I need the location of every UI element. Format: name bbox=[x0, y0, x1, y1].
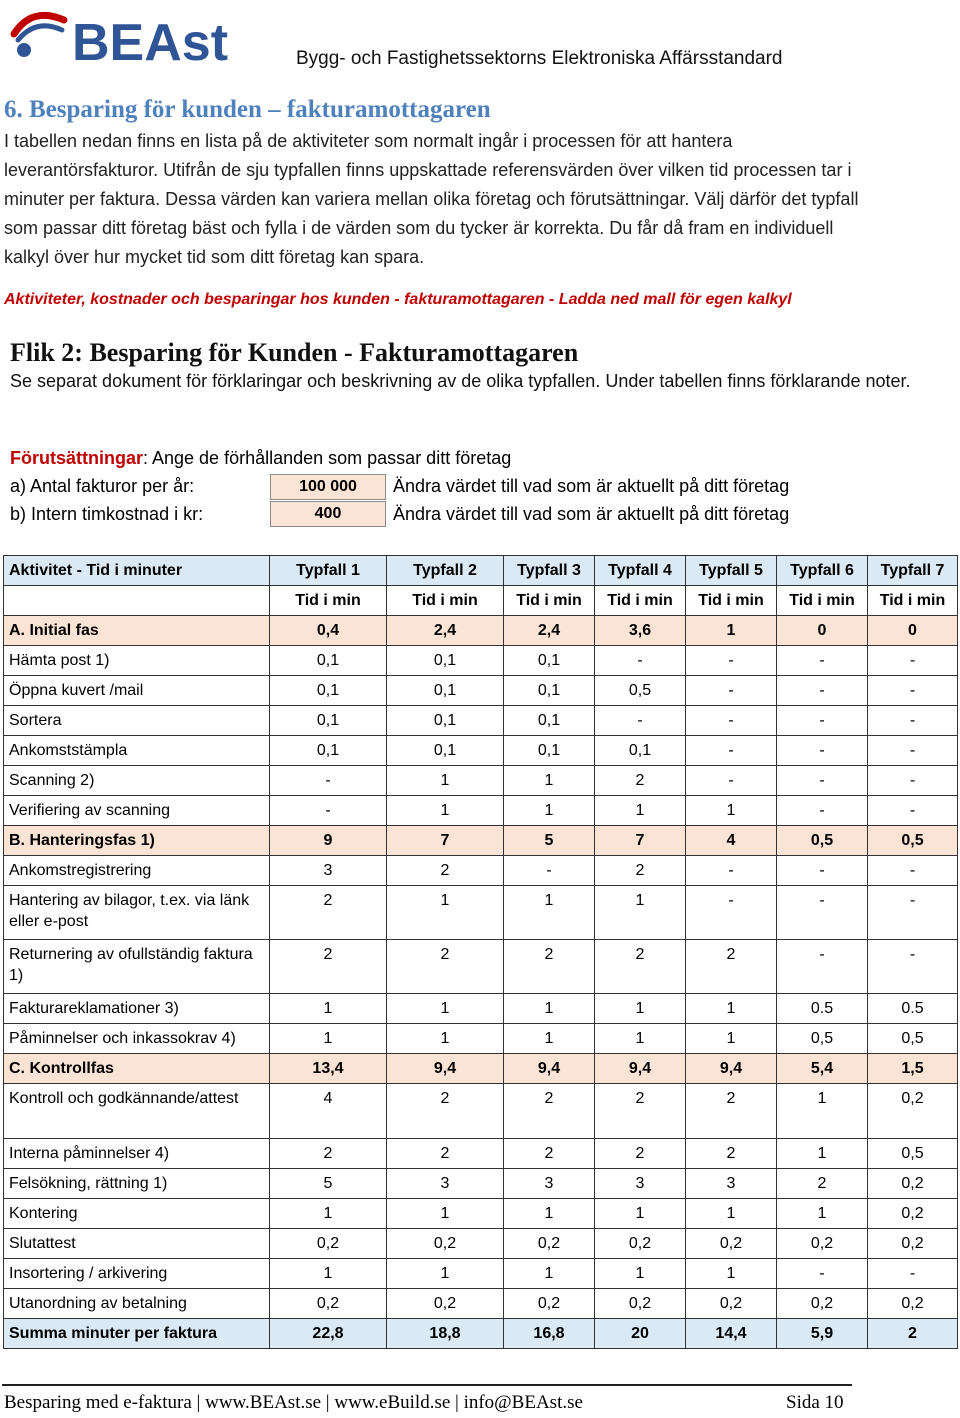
value-cell: 0,5 bbox=[777, 826, 868, 856]
value-cell: - bbox=[868, 706, 958, 736]
value-cell: 0,5 bbox=[777, 1024, 868, 1054]
table-row bbox=[4, 736, 958, 766]
value-cell: 1 bbox=[270, 1259, 387, 1289]
value-cell: 0,2 bbox=[595, 1289, 686, 1319]
sum-row bbox=[4, 1319, 958, 1349]
value-cell: 0,1 bbox=[595, 736, 686, 766]
table-row bbox=[4, 1169, 958, 1199]
flik-description: Se separat dokument för förklaringar och beskrivning av de olika typfallen. Under tabellen finns förklarande noter. bbox=[10, 371, 911, 391]
table-row bbox=[4, 676, 958, 706]
value-cell: 3 bbox=[504, 1169, 595, 1199]
value-cell: 4 bbox=[686, 826, 777, 856]
value-cell: 18,8 bbox=[387, 1319, 504, 1349]
section-heading: 6. Besparing för kunden – fakturamottagaren bbox=[4, 96, 491, 123]
value-cell: 1 bbox=[686, 1259, 777, 1289]
value-cell: Typfall 4 bbox=[595, 556, 686, 586]
value-cell: 5,4 bbox=[777, 1054, 868, 1084]
value-cell: 1 bbox=[387, 1024, 504, 1054]
value-cell: 0,2 bbox=[868, 1289, 958, 1319]
param-label-invoices: a) Antal fakturor per år: bbox=[10, 476, 195, 496]
activity-cell: Slutattest bbox=[4, 1229, 270, 1259]
phase-row bbox=[4, 1054, 958, 1084]
activity-time-table bbox=[3, 555, 958, 1349]
value-cell: 1 bbox=[504, 796, 595, 826]
value-cell: 2 bbox=[387, 856, 504, 886]
value-cell: 2 bbox=[686, 1139, 777, 1169]
activity-cell: Fakturareklamationer 3) bbox=[4, 994, 270, 1024]
value-cell: - bbox=[868, 856, 958, 886]
value-cell: 1 bbox=[387, 886, 504, 940]
value-cell: 0,2 bbox=[868, 1084, 958, 1139]
value-cell: Typfall 1 bbox=[270, 556, 387, 586]
beast-logo bbox=[8, 4, 248, 66]
table-row bbox=[4, 856, 958, 886]
activity-cell: Hantering av bilagor, t.ex. via länk eller e-post bbox=[4, 886, 270, 940]
value-cell: Typfall 7 bbox=[868, 556, 958, 586]
value-cell: 2 bbox=[504, 940, 595, 994]
value-cell: 4 bbox=[270, 1084, 387, 1139]
value-cell: - bbox=[777, 1259, 868, 1289]
table-row bbox=[4, 940, 958, 994]
value-cell: 0,1 bbox=[270, 676, 387, 706]
value-cell: - bbox=[777, 856, 868, 886]
table-row bbox=[4, 796, 958, 826]
value-cell: 2 bbox=[270, 1139, 387, 1169]
value-cell: 0,1 bbox=[270, 706, 387, 736]
value-cell: 0 bbox=[868, 616, 958, 646]
value-cell: - bbox=[777, 646, 868, 676]
value-cell: 2 bbox=[686, 1084, 777, 1139]
value-cell: 0,2 bbox=[270, 1229, 387, 1259]
activity-cell: Verifiering av scanning bbox=[4, 796, 270, 826]
value-cell: Tid i min bbox=[504, 586, 595, 616]
value-cell: Typfall 5 bbox=[686, 556, 777, 586]
activity-cell: B. Hanteringsfas 1) bbox=[4, 826, 270, 856]
value-cell: 3 bbox=[270, 856, 387, 886]
value-cell: 1 bbox=[387, 1259, 504, 1289]
value-cell: 1 bbox=[595, 1024, 686, 1054]
value-cell: 9,4 bbox=[595, 1054, 686, 1084]
param-note-hourly-cost: Ändra värdet till vad som är aktuellt på ditt företag bbox=[393, 504, 790, 524]
value-cell: 1 bbox=[595, 1259, 686, 1289]
value-cell: - bbox=[270, 796, 387, 826]
value-cell: 1 bbox=[270, 1199, 387, 1229]
param-note-invoices: Ändra värdet till vad som är aktuellt på ditt företag bbox=[393, 476, 790, 496]
value-cell: 2 bbox=[270, 886, 387, 940]
activity-cell: Interna påminnelser 4) bbox=[4, 1139, 270, 1169]
value-cell: - bbox=[686, 676, 777, 706]
value-cell: 0,1 bbox=[387, 736, 504, 766]
activity-cell: Felsökning, rättning 1) bbox=[4, 1169, 270, 1199]
logo-mark-icon bbox=[14, 15, 64, 57]
value-cell: 0,4 bbox=[270, 616, 387, 646]
value-cell: 1 bbox=[387, 1199, 504, 1229]
intro-paragraph: I tabellen nedan finns en lista på de aktiviteter som normalt ingår i processen för att hantera leverantörsfakturor. Utifrån de sju typfallen finns uppskattade referensvärden över vilken tid processen tar i minuter per faktura. Dessa värden kan variera mellan olika företag och förutsättningar. Välj därför det typfall som passar ditt företag bäst och fylla i de värden som du tycker är korrekta. Du får då fram en individuell kalkyl över hur mycket tid som ditt företag kan spara. bbox=[4, 131, 859, 267]
value-cell: - bbox=[777, 766, 868, 796]
value-cell: - bbox=[504, 856, 595, 886]
value-cell: Tid i min bbox=[777, 586, 868, 616]
value-cell: 1 bbox=[387, 766, 504, 796]
value-cell: 0,5 bbox=[868, 826, 958, 856]
value-cell: - bbox=[868, 736, 958, 766]
activity-cell: A. Initial fas bbox=[4, 616, 270, 646]
activity-cell: Insortering / arkivering bbox=[4, 1259, 270, 1289]
table-row bbox=[4, 994, 958, 1024]
table-row bbox=[4, 1024, 958, 1054]
value-cell: 0,2 bbox=[387, 1289, 504, 1319]
prerequisites-label: Förutsättningar bbox=[10, 448, 143, 468]
value-cell: Tid i min bbox=[686, 586, 777, 616]
activity-cell: Öppna kuvert /mail bbox=[4, 676, 270, 706]
value-cell: Typfall 6 bbox=[777, 556, 868, 586]
value-cell: 9 bbox=[270, 826, 387, 856]
value-cell: 14,4 bbox=[686, 1319, 777, 1349]
value-cell: 3 bbox=[595, 1169, 686, 1199]
value-cell: 2 bbox=[595, 766, 686, 796]
hourly-cost-input[interactable]: 400 bbox=[270, 501, 386, 527]
activity-cell: Summa minuter per faktura bbox=[4, 1319, 270, 1349]
value-cell: 9,4 bbox=[686, 1054, 777, 1084]
activity-cell: Returnering av ofullständig faktura 1) bbox=[4, 940, 270, 994]
value-cell: 2 bbox=[777, 1169, 868, 1199]
value-cell: - bbox=[868, 766, 958, 796]
table-header-row bbox=[4, 556, 958, 586]
value-cell: 3,6 bbox=[595, 616, 686, 646]
value-cell: 3 bbox=[686, 1169, 777, 1199]
value-cell: - bbox=[270, 766, 387, 796]
value-cell: 1 bbox=[504, 994, 595, 1024]
value-cell: 2 bbox=[595, 856, 686, 886]
activity-cell: Påminnelser och inkassokrav 4) bbox=[4, 1024, 270, 1054]
value-cell: - bbox=[686, 766, 777, 796]
value-cell: - bbox=[595, 646, 686, 676]
value-cell: 0,2 bbox=[777, 1229, 868, 1259]
value-cell: 7 bbox=[387, 826, 504, 856]
activity-cell: Ankomststämpla bbox=[4, 736, 270, 766]
value-cell: - bbox=[777, 706, 868, 736]
value-cell: 0,2 bbox=[504, 1289, 595, 1319]
value-cell: 20 bbox=[595, 1319, 686, 1349]
value-cell: 1 bbox=[504, 766, 595, 796]
value-cell: 0.5 bbox=[777, 994, 868, 1024]
value-cell: 0,1 bbox=[270, 736, 387, 766]
value-cell: 2 bbox=[504, 1139, 595, 1169]
value-cell: Tid i min bbox=[868, 586, 958, 616]
value-cell: - bbox=[777, 886, 868, 940]
value-cell: 2,4 bbox=[504, 616, 595, 646]
value-cell: 22,8 bbox=[270, 1319, 387, 1349]
value-cell: 2 bbox=[686, 940, 777, 994]
value-cell: 1 bbox=[686, 994, 777, 1024]
phase-row bbox=[4, 826, 958, 856]
value-cell: 0.5 bbox=[868, 994, 958, 1024]
value-cell: 2 bbox=[387, 1139, 504, 1169]
table-row bbox=[4, 1229, 958, 1259]
value-cell: 2 bbox=[387, 940, 504, 994]
value-cell: - bbox=[686, 856, 777, 886]
header-tagline: Bygg- och Fastighetssektorns Elektroniska Affärsstandard bbox=[296, 48, 783, 69]
value-cell: 7 bbox=[595, 826, 686, 856]
flik-title: Flik 2: Besparing för Kunden - Fakturamottagaren bbox=[10, 338, 579, 367]
value-cell: 2 bbox=[595, 940, 686, 994]
value-cell: 1 bbox=[504, 1199, 595, 1229]
value-cell: 1 bbox=[686, 796, 777, 826]
value-cell: 1,5 bbox=[868, 1054, 958, 1084]
activity-cell: Kontroll och godkännande/attest bbox=[4, 1084, 270, 1139]
value-cell: - bbox=[868, 1259, 958, 1289]
value-cell: 9,4 bbox=[387, 1054, 504, 1084]
value-cell: 1 bbox=[270, 1024, 387, 1054]
prerequisites-text: : Ange de förhållanden som passar ditt företag bbox=[143, 448, 512, 468]
value-cell: 0,5 bbox=[595, 676, 686, 706]
value-cell: 5 bbox=[270, 1169, 387, 1199]
table-row bbox=[4, 1139, 958, 1169]
value-cell: 1 bbox=[387, 796, 504, 826]
value-cell: 1 bbox=[595, 1199, 686, 1229]
value-cell: - bbox=[777, 736, 868, 766]
value-cell: 2,4 bbox=[387, 616, 504, 646]
value-cell: 1 bbox=[504, 886, 595, 940]
value-cell: 0,1 bbox=[504, 676, 595, 706]
value-cell: 1 bbox=[777, 1199, 868, 1229]
value-cell: 0,5 bbox=[868, 1139, 958, 1169]
value-cell: 0,2 bbox=[868, 1169, 958, 1199]
value-cell: 1 bbox=[686, 1199, 777, 1229]
value-cell: 1 bbox=[777, 1139, 868, 1169]
value-cell: - bbox=[595, 706, 686, 736]
logo-text: BEAst bbox=[72, 14, 229, 66]
table-subheader-row bbox=[4, 586, 958, 616]
value-cell: - bbox=[686, 886, 777, 940]
activity-cell bbox=[4, 586, 270, 616]
value-cell: 1 bbox=[595, 994, 686, 1024]
value-cell: 0,2 bbox=[686, 1229, 777, 1259]
footer-divider bbox=[2, 1384, 852, 1386]
value-cell: 1 bbox=[595, 886, 686, 940]
value-cell: 13,4 bbox=[270, 1054, 387, 1084]
value-cell: 1 bbox=[270, 994, 387, 1024]
activity-cell: Utanordning av betalning bbox=[4, 1289, 270, 1319]
value-cell: 2 bbox=[868, 1319, 958, 1349]
activity-cell: Kontering bbox=[4, 1199, 270, 1229]
value-cell: 0,2 bbox=[686, 1289, 777, 1319]
value-cell: - bbox=[868, 940, 958, 994]
value-cell: 0,1 bbox=[504, 706, 595, 736]
activity-cell: Sortera bbox=[4, 706, 270, 736]
table-row bbox=[4, 1289, 958, 1319]
value-cell: 1 bbox=[504, 1259, 595, 1289]
value-cell: Typfall 3 bbox=[504, 556, 595, 586]
value-cell: - bbox=[777, 940, 868, 994]
value-cell: 2 bbox=[270, 940, 387, 994]
value-cell: 1 bbox=[777, 1084, 868, 1139]
value-cell: 0,2 bbox=[868, 1229, 958, 1259]
prerequisites-line bbox=[10, 448, 511, 469]
param-label-hourly-cost: b) Intern timkostnad i kr: bbox=[10, 504, 204, 524]
value-cell: - bbox=[777, 796, 868, 826]
activity-cell: Aktivitet - Tid i minuter bbox=[4, 556, 270, 586]
value-cell: 1 bbox=[686, 1024, 777, 1054]
value-cell: 9,4 bbox=[504, 1054, 595, 1084]
value-cell: 0 bbox=[777, 616, 868, 646]
activity-cell: Hämta post 1) bbox=[4, 646, 270, 676]
value-cell: 0,1 bbox=[387, 676, 504, 706]
value-cell: 1 bbox=[686, 616, 777, 646]
table-row bbox=[4, 1199, 958, 1229]
value-cell: - bbox=[868, 646, 958, 676]
table-row bbox=[4, 706, 958, 736]
value-cell: 0,1 bbox=[504, 646, 595, 676]
value-cell: 2 bbox=[595, 1139, 686, 1169]
value-cell: 0,2 bbox=[777, 1289, 868, 1319]
value-cell: 1 bbox=[504, 1024, 595, 1054]
value-cell: Typfall 2 bbox=[387, 556, 504, 586]
value-cell: 0,5 bbox=[868, 1024, 958, 1054]
table-row bbox=[4, 886, 958, 940]
value-cell: 0,2 bbox=[270, 1289, 387, 1319]
phase-row bbox=[4, 616, 958, 646]
value-cell: 2 bbox=[595, 1084, 686, 1139]
value-cell: - bbox=[868, 886, 958, 940]
value-cell: - bbox=[686, 706, 777, 736]
value-cell: 0,2 bbox=[868, 1199, 958, 1229]
value-cell: - bbox=[686, 646, 777, 676]
footer-text: Besparing med e-faktura | www.BEAst.se | www.eBuild.se | info@BEAst.se bbox=[4, 1392, 583, 1413]
value-cell: 2 bbox=[504, 1084, 595, 1139]
value-cell: - bbox=[686, 736, 777, 766]
table-row bbox=[4, 766, 958, 796]
value-cell: Tid i min bbox=[595, 586, 686, 616]
activity-cell: C. Kontrollfas bbox=[4, 1054, 270, 1084]
value-cell: 0,2 bbox=[504, 1229, 595, 1259]
value-cell: Tid i min bbox=[387, 586, 504, 616]
value-cell: - bbox=[868, 796, 958, 826]
value-cell: 0,1 bbox=[387, 646, 504, 676]
value-cell: - bbox=[868, 676, 958, 706]
value-cell: 2 bbox=[387, 1084, 504, 1139]
download-template-link[interactable]: Aktiviteter, kostnader och besparingar hos kunden - fakturamottagaren - Ladda ned mall för egen kalkyl bbox=[4, 291, 792, 308]
table-row bbox=[4, 1084, 958, 1139]
value-cell: 0,1 bbox=[387, 706, 504, 736]
activity-cell: Scanning 2) bbox=[4, 766, 270, 796]
value-cell: 16,8 bbox=[504, 1319, 595, 1349]
value-cell: - bbox=[777, 676, 868, 706]
value-cell: 5 bbox=[504, 826, 595, 856]
value-cell: 1 bbox=[387, 994, 504, 1024]
activity-cell: Ankomstregistrering bbox=[4, 856, 270, 886]
value-cell: 0,2 bbox=[387, 1229, 504, 1259]
page-number: Sida 10 bbox=[786, 1392, 844, 1413]
value-cell: Tid i min bbox=[270, 586, 387, 616]
value-cell: 1 bbox=[595, 796, 686, 826]
value-cell: 0,1 bbox=[504, 736, 595, 766]
value-cell: 3 bbox=[387, 1169, 504, 1199]
value-cell: 5,9 bbox=[777, 1319, 868, 1349]
value-cell: 0,1 bbox=[270, 646, 387, 676]
table-row bbox=[4, 646, 958, 676]
value-cell: 0,2 bbox=[595, 1229, 686, 1259]
table-row bbox=[4, 1259, 958, 1289]
invoices-per-year-input[interactable]: 100 000 bbox=[270, 474, 386, 500]
